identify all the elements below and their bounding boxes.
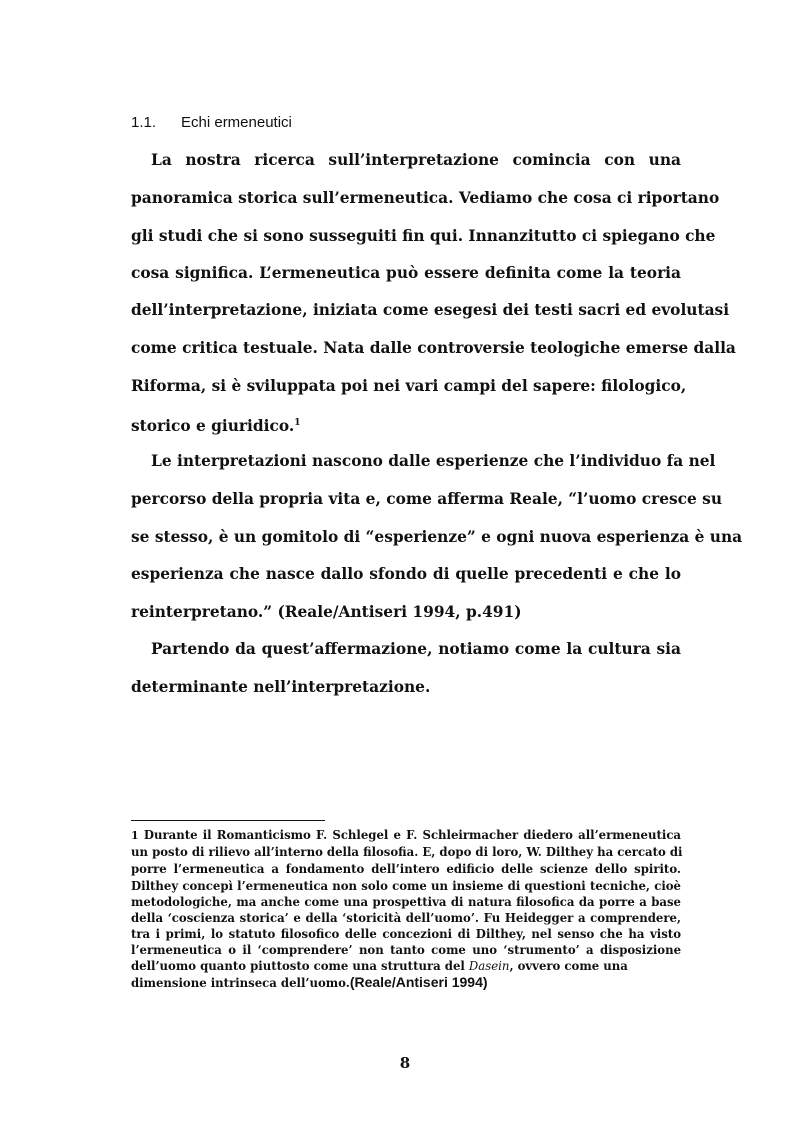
footnote-marker: 1 — [131, 829, 139, 842]
body-line: percorso della propria vita e, come afferma Reale, “l’uomo cresce su — [131, 490, 723, 508]
body-line: Le interpretazioni nascono dalle esperienze che l’individuo fa nel — [151, 452, 716, 470]
body-line: cosa significa. L’ermeneutica può essere definita come la teoria — [131, 264, 681, 282]
footnote-citation: (Reale/Antiseri 1994) — [349, 974, 488, 990]
body-line: La nostra ricerca sull’interpretazione comincia con una — [151, 151, 681, 169]
body-line: se stesso, è un gomitolo di “esperienze” e ogni nuova esperienza è una — [131, 528, 743, 546]
footnote-line: della ‘coscienza storica’ e della ‘storicità dell’uomo’. Fu Heidegger a comprendere, — [131, 911, 681, 925]
footnote-reference: 1 — [294, 418, 301, 428]
footnote-line: porre l’ermeneutica a fondamento dell’intero edificio delle scienze dello spirito. — [131, 862, 681, 876]
footnote-line: metodologiche, ma anche come una prospettiva di natura filosofica da porre a base — [131, 895, 681, 909]
body-text: storico e giuridico. — [131, 417, 295, 436]
footnote-line: un posto di rilievo all’interno della filosofia. E, dopo di loro, W. Dilthey ha cercato di — [131, 845, 683, 859]
section-heading — [131, 114, 292, 131]
footnote-line: tra i primi, lo statuto filosofico delle concezioni di Dilthey, nel senso che ha visto — [131, 927, 681, 941]
footnote-line: Dilthey concepì l’ermeneutica non solo come un insieme di questioni tecniche, cioè — [131, 879, 681, 893]
footnote-line-last — [131, 975, 681, 990]
page-number: 8 — [399, 1054, 411, 1072]
body-line: panoramica storica sull’ermeneutica. Vediamo che cosa ci riportano — [131, 189, 720, 207]
footnote-line — [131, 828, 681, 843]
footnote-text: , ovvero come una — [509, 959, 628, 973]
body-line-last: reinterpretano.” (Reale/Antiseri 1994, p.491) — [131, 603, 522, 621]
footnote-separator — [131, 820, 325, 821]
footnote-italic-term: Dasein — [468, 959, 510, 973]
body-line-last: determinante nell’interpretazione. — [131, 678, 431, 696]
body-line-last — [131, 413, 681, 436]
footnote-line: l’ermeneutica o il ‘comprendere’ non tanto come uno ‘strumento’ a disposizione — [131, 943, 681, 957]
footnote-line — [131, 959, 681, 973]
footnote-text: Durante il Romanticismo F. Schlegel e F. Schleirmacher diedero all’ermeneutica — [143, 828, 682, 842]
body-line: come critica testuale. Nata dalle controversie teologiche emerse dalla — [131, 339, 736, 357]
section-title: Echi ermeneutici — [181, 114, 292, 131]
footnote-text: dimensione intrinseca dell’uomo. — [131, 976, 350, 990]
body-line: Riforma, si è sviluppata poi nei vari campi del sapere: filologico, — [131, 377, 687, 395]
body-line: gli studi che si sono susseguiti fin qui. Innanzitutto ci spiegano che — [131, 227, 716, 245]
body-line: esperienza che nasce dallo sfondo di quelle precedenti e che lo — [131, 565, 681, 583]
body-line: Partendo da quest’affermazione, notiamo come la cultura sia — [151, 640, 681, 658]
body-line: dell’interpretazione, iniziata come esegesi dei testi sacri ed evolutasi — [131, 301, 730, 319]
footnote-text: dell’uomo quanto piuttosto come una struttura del — [131, 959, 469, 973]
section-number: 1.1. — [131, 114, 157, 131]
